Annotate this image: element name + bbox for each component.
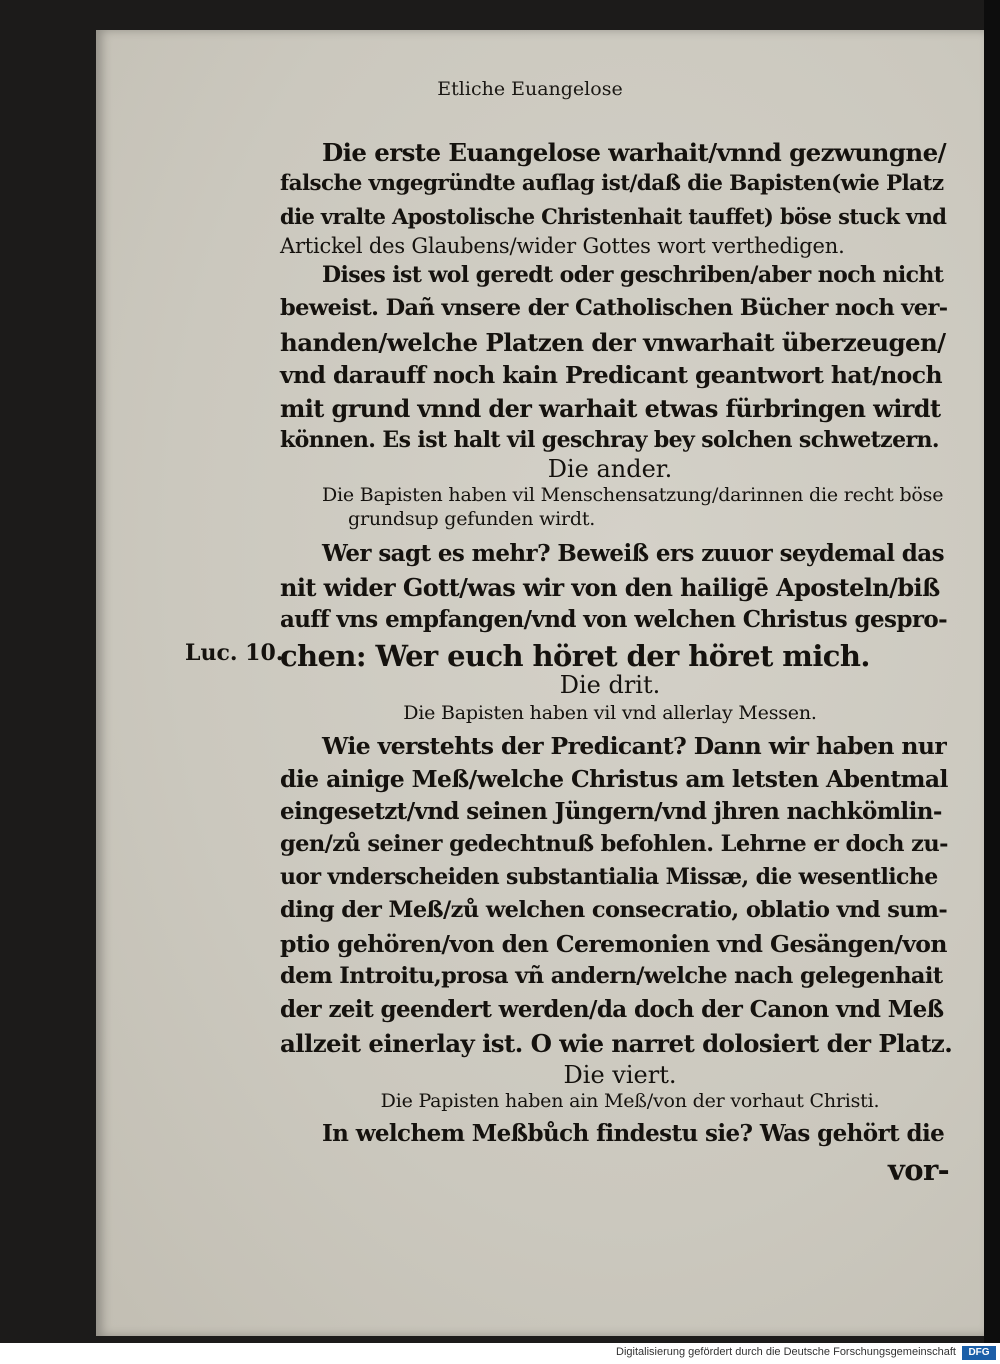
section-heading: Die ander. [547, 455, 673, 483]
thesis-line: Die Papisten haben ain Meß/von der vorhaut Christi. [380, 1090, 880, 1112]
thesis-line: Die Bapisten haben vil Menschensatzung/darinnen die recht böse [322, 484, 944, 506]
text-line: Wie verstehts der Predicant? Dann wir haben nur [322, 732, 947, 760]
text-line: mit grund vnnd der warhait etwas fürbringen wirdt [280, 394, 941, 423]
dfg-logo: DFG [962, 1346, 996, 1360]
text-line: Dises ist wol geredt oder geschriben/aber noch nicht [322, 262, 944, 288]
text-line: können. Es ist halt vil geschray bey solchen schwetzern. [280, 427, 939, 453]
text-line: uor vnderscheiden substantialia Missæ, die wesentliche [280, 864, 938, 890]
text-line: falsche vngegründte auflag ist/daß die Bapisten(wie Platz [280, 171, 944, 196]
margin-note: Luc. 10. [185, 640, 284, 666]
text-line: Die erste Euangelose warhait/vnnd gezwungne/ [322, 138, 946, 167]
catchword: vor- [888, 1153, 950, 1187]
text-line: der zeit geendert werden/da doch der Canon vnd Meß [280, 996, 944, 1023]
text-line: beweist. Dañ vnsere der Catholischen Bücher noch ver- [280, 295, 948, 321]
funding-credit: Digitalisierung gefördert durch die Deutsche Forschungsgemeinschaft [616, 1346, 956, 1358]
page-edge [984, 0, 1000, 1343]
text-line: ding der Meß/zů welchen consecratio, oblatio vnd sum- [280, 897, 948, 923]
text-line: Artickel des Glaubens/wider Gottes wort verthedigen. [280, 234, 845, 258]
text-line: handen/welche Platzen der vnwarhait überzeugen/ [280, 328, 946, 357]
text-line: dem Introitu,prosa vñ andern/welche nach gelegenhait [280, 963, 943, 989]
footer-bar [0, 1343, 1000, 1364]
text-line: vnd darauff noch kain Predicant geantwort hat/noch [280, 361, 942, 389]
text-line: In welchem Meßbůch findestu sie? Was gehört die [322, 1120, 945, 1147]
text-line: Wer sagt es mehr? Beweiß ers zuuor seydemal das [322, 540, 944, 567]
text-line: ptio gehören/von den Ceremonien vnd Gesängen/von [280, 930, 947, 958]
section-heading: Die drit. [559, 671, 661, 699]
thesis-line: Die Bapisten haben vil vnd allerlay Messen. [403, 702, 817, 724]
thesis-line: grundsup gefunden wirdt. [348, 508, 596, 530]
text-line: chen: Wer euch höret der höret mich. [280, 639, 870, 673]
text-line: nit wider Gott/was wir von den hailigē Aposteln/biß [280, 573, 940, 602]
text-line: allzeit einerlay ist. O wie narret dolosiert der Platz. [280, 1029, 953, 1058]
text-line: auff vns empfangen/vnd von welchen Christus gespro- [280, 606, 948, 633]
text-line: eingesetzt/vnd seinen Jüngern/vnd jhren nachkömlin- [280, 798, 942, 825]
running-head: Etliche Euangelose [437, 78, 623, 100]
section-heading: Die viert. [563, 1061, 677, 1089]
text-line: die vralte Apostolische Christenhait tauffet) böse stuck vnd [280, 204, 947, 229]
text-line: gen/zů seiner gedechtnuß befohlen. Lehrne er doch zu- [280, 831, 948, 857]
text-line: die ainige Meß/welche Christus am letsten Abentmal [280, 765, 948, 793]
